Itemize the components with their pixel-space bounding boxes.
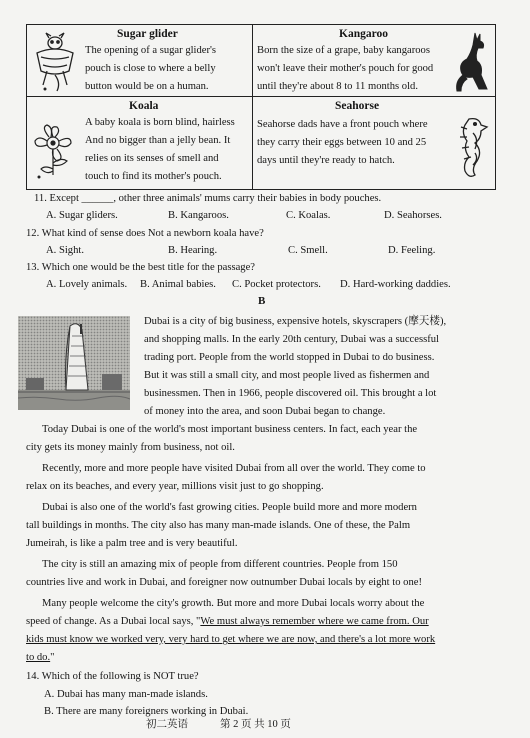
- q12-option-d: D. Feeling.: [388, 245, 436, 256]
- p6-quote-underlined: to do.: [26, 652, 51, 663]
- passage-b-p3-line: relax on its beaches, and every year, millions visit just to go shopping.: [26, 481, 324, 492]
- kangaroo-line: until they're about 8 to 11 months old.: [257, 81, 418, 92]
- sugar-glider-line: pouch is close to where a belly: [85, 63, 216, 74]
- koala-flower-drawing-icon: [31, 119, 83, 181]
- kangaroo-title: Kangaroo: [339, 28, 388, 40]
- question-12-stem: 12. What kind of sense does Not a newborn koala have?: [26, 228, 264, 239]
- seahorse-line: Seahorse dads have a front pouch where: [257, 119, 428, 130]
- kangaroo-line: Born the size of a grape, baby kangaroos: [257, 45, 430, 56]
- question-14-stem: 14. Which of the following is NOT true?: [26, 671, 199, 682]
- q14-option-b: B. There are many foreigners working in Dubai.: [44, 706, 249, 717]
- cell-sugar-glider: [27, 25, 253, 97]
- q12-option-b: B. Hearing.: [168, 245, 218, 256]
- q11-option-b: B. Kangaroos.: [168, 210, 229, 221]
- cell-kangaroo: [253, 25, 495, 97]
- koala-title: Koala: [129, 100, 159, 112]
- passage-b-p1-line: trading port. People from the world stopped in Dubai to do business.: [144, 352, 435, 363]
- passage-b-p6-line: [26, 615, 429, 629]
- q13-option-d: D. Hard-working daddies.: [340, 279, 451, 290]
- question-11-stem: 11. Except ______, other three animals' mums carry their babies in body pouches.: [34, 193, 382, 204]
- passage-b-p6-line: [26, 633, 435, 647]
- passage-b-p6-line: Many people welcome the city's growth. But more and more Dubai locals worry about the: [42, 598, 425, 609]
- q11-option-d: D. Seahorses.: [384, 210, 442, 221]
- q13-option-a: A. Lovely animals.: [46, 279, 128, 290]
- passage-b-p4-line: tall buildings in months. The city also has many man-made islands. One of these, the Palm: [26, 520, 411, 531]
- koala-text: [85, 114, 235, 186]
- seahorse-line: they carry their eggs between 10 and 25: [257, 137, 427, 148]
- seahorse-line: days until they're ready to hatch.: [257, 155, 395, 166]
- koala-line: And no bigger than a jelly bean. It: [85, 135, 231, 146]
- section-b-heading: B: [258, 295, 266, 307]
- kangaroo-drawing-icon: [453, 31, 491, 93]
- koala-line: A baby koala is born blind, hairless: [85, 117, 235, 128]
- p6-quote-intro: speed of change. As a Dubai local says, ": [26, 616, 201, 627]
- passage-b-p1-line: But it was still a small city, and most people lived as fishermen and: [144, 370, 430, 381]
- koala-line: touch to find its mother's pouch.: [85, 171, 222, 182]
- seahorse-drawing-icon: [451, 115, 491, 181]
- footer-page-number: 第 2 页 共 10 页: [220, 719, 291, 730]
- footer-subject: 初二英语: [146, 719, 188, 730]
- passage-b-p2-line: Today Dubai is one of the world's most important business centers. In fact, each year the: [42, 424, 418, 435]
- passage-b-p5-line: The city is still an amazing mix of people from different countries. People from 150: [42, 559, 398, 570]
- passage-b-p6-line: [26, 651, 54, 665]
- passage-b-p3-line: Recently, more and more people have visited Dubai from all over the world. They come to: [42, 463, 426, 474]
- p6-quote-underlined: get where we are now, and there's a lot more work: [222, 634, 436, 645]
- question-13-stem: 13. Which one would be the best title for the passage?: [26, 262, 255, 273]
- q14-option-a: A. Dubai has many man-made islands.: [44, 689, 208, 700]
- dubai-burj-al-arab-photo: [18, 316, 130, 410]
- sugar-glider-line: button would be on a human.: [85, 81, 209, 92]
- koala-line: relies on its senses of smell and: [85, 153, 219, 164]
- q11-option-c: C. Koalas.: [286, 210, 331, 221]
- q12-option-c: C. Smell.: [288, 245, 328, 256]
- passage-b-p1-line: and shopping malls. In the early 20th century, Dubai was a successful: [144, 334, 439, 345]
- seahorse-text: [257, 116, 428, 170]
- kangaroo-text: [257, 42, 433, 96]
- passage-b-p5-line: countries live and work in Dubai, and foreigner now outnumber Dubai locals by eight to one!: [26, 577, 422, 588]
- sugar-glider-title: Sugar glider: [117, 28, 178, 40]
- q13-option-b: B. Animal babies.: [140, 279, 216, 290]
- sugar-glider-drawing-icon: [31, 31, 79, 93]
- animal-table: [26, 24, 496, 190]
- cell-seahorse: [253, 97, 495, 189]
- p6-quote-close: ": [50, 652, 55, 663]
- sugar-glider-text: [85, 42, 216, 96]
- sugar-glider-line: The opening of a sugar glider's: [85, 45, 217, 56]
- passage-b-p4-line: Jumeirah, is like a palm tree and is very beautiful.: [26, 538, 238, 549]
- p6-quote-underlined: kids must know we worked very, very hard to: [26, 634, 223, 645]
- cell-koala: [27, 97, 253, 189]
- q11-option-a: A. Sugar gliders.: [46, 210, 118, 221]
- kangaroo-line: won't leave their mother's pouch for good: [257, 63, 434, 74]
- passage-b-p1-line: Dubai is a city of big business, expensive hotels, skyscrapers (摩天楼),: [144, 316, 447, 327]
- seahorse-title: Seahorse: [335, 100, 380, 112]
- q13-option-c: C. Pocket protectors.: [232, 279, 321, 290]
- passage-b-p1-line: businessmen. Then in 1966, people discovered oil. This brought a lot: [144, 388, 437, 399]
- passage-b-p2-line: city gets its money mainly from business, not oil.: [26, 442, 235, 453]
- passage-b-p1-line: of money into the area, and soon Dubai began to change.: [144, 406, 386, 417]
- q12-option-a: A. Sight.: [46, 245, 84, 256]
- p6-quote-underlined: We must always remember where we came from. Our: [200, 616, 429, 627]
- passage-b-p4-line: Dubai is also one of the world's fast growing cities. People build more and more modern: [42, 502, 417, 513]
